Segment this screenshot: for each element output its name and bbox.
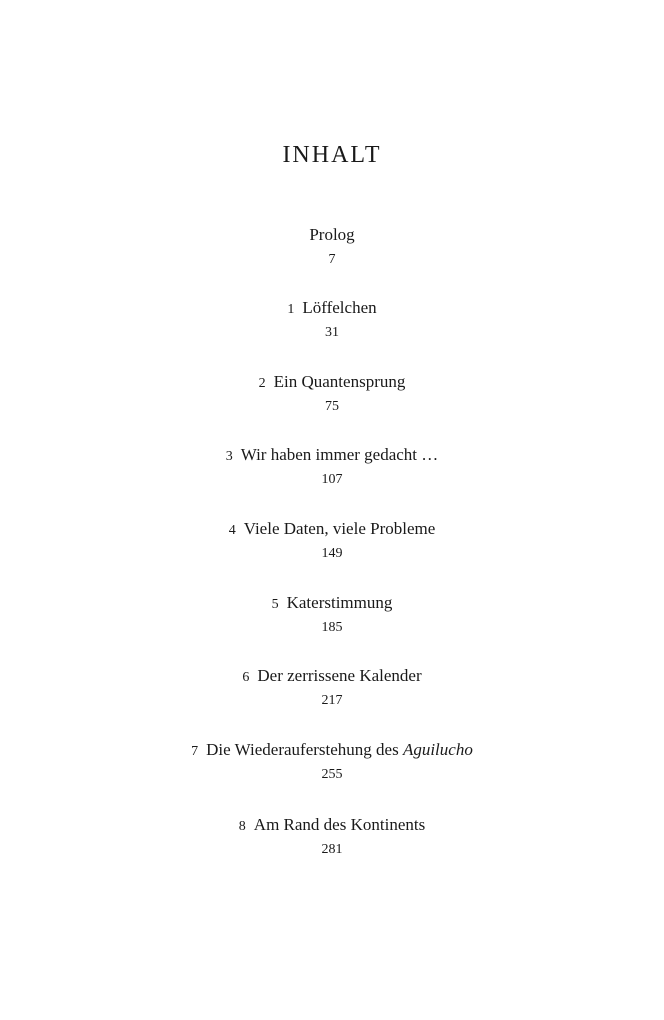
toc-entry-prolog: [0, 224, 664, 270]
entry-title: Am Rand des Kontinents: [253, 815, 426, 834]
entry-page-number: 185: [321, 620, 343, 635]
entry-title: Prolog: [309, 225, 355, 244]
entry-title-line: [0, 665, 664, 687]
entry-title: Wir haben immer gedacht …: [240, 445, 439, 464]
entry-page-number: 107: [321, 472, 343, 487]
entry-title-line: [0, 444, 664, 466]
toc-entry-1: [0, 297, 664, 343]
entry-title: Der zerrissene Kalender: [257, 666, 422, 685]
entry-title-line: [0, 518, 664, 540]
chapter-number: 3: [225, 449, 233, 464]
entry-title-italic: Aguilucho: [402, 740, 473, 759]
entry-title-line: [0, 371, 664, 393]
toc-entry-2: [0, 371, 664, 417]
toc-entry-8: [0, 814, 664, 860]
chapter-number: 4: [228, 523, 236, 538]
entry-title-line: [0, 224, 664, 246]
chapter-number: 8: [238, 819, 246, 834]
chapter-number: 7: [191, 744, 199, 759]
entry-title: Ein Quantensprung: [273, 372, 406, 391]
toc-entry-6: [0, 665, 664, 711]
entry-title: Viele Daten, viele Probleme: [243, 519, 436, 538]
entry-page-number: 255: [321, 767, 343, 782]
chapter-number: 5: [271, 597, 279, 612]
entry-title: Die Wiederauferstehung des: [206, 740, 403, 759]
entry-page-number: 31: [325, 325, 339, 340]
entry-title-line: [0, 297, 664, 319]
entry-title-line: [0, 739, 664, 761]
toc-heading: INHALT: [282, 142, 382, 168]
entry-title: Löffelchen: [302, 298, 377, 317]
chapter-number: 2: [258, 376, 266, 391]
chapter-number: 6: [242, 670, 250, 685]
entry-page-number: 281: [321, 842, 343, 857]
toc-entry-7: [0, 739, 664, 785]
entry-page-number: 149: [321, 546, 343, 561]
entry-page-number: 217: [321, 693, 343, 708]
entry-title: Katerstimmung: [286, 593, 393, 612]
toc-entry-5: [0, 592, 664, 638]
chapter-number: 1: [287, 302, 295, 317]
toc-entry-3: [0, 444, 664, 490]
entry-title-line: [0, 814, 664, 836]
entry-page-number: 75: [325, 399, 339, 414]
toc-entry-4: [0, 518, 664, 564]
entry-title-line: [0, 592, 664, 614]
entry-page-number: 7: [328, 252, 336, 267]
